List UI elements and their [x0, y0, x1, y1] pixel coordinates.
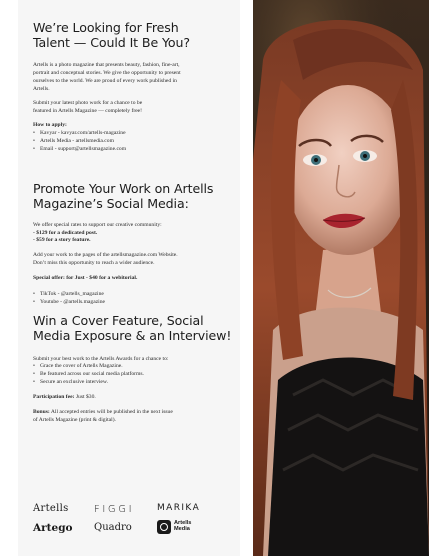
- heading-cover-feature: Win a Cover Feature, Social Media Exposure & an Interview!: [33, 312, 232, 343]
- list-item[interactable]: • Youtube - @artells.magazine: [33, 299, 241, 307]
- list-item: • Be featured across our social media platforms.: [33, 371, 241, 379]
- logo-figgi: FIGGI: [94, 504, 135, 515]
- submit-paragraph: Submit your latest photo work for a chance to be featured in Artells Magazine — completely free!: [33, 99, 143, 114]
- list-item: - $59 for a story feature.: [33, 237, 91, 244]
- list-item[interactable]: • TikTok - @artells_magazine: [33, 291, 241, 299]
- pages-paragraph: Add your work to the pages of the artellsmagazine.com Website. Don’t miss this opportunity to reach a wider audience.: [33, 252, 178, 267]
- list-item: - $129 for a dedicated post.: [33, 229, 98, 236]
- logo-artego: Artego: [33, 522, 73, 534]
- rates-intro: We offer special rates to support our creative community:: [33, 221, 162, 228]
- heading-promote: Promote Your Work on Artells Magazine’s Social Media:: [33, 180, 214, 211]
- content-column: [33, 20, 241, 425]
- intro-paragraph: Artells is a photo magazine that presents beauty, fashion, fine-art, portrait and conceptual stories. We give the opportunity to present ourselves to the world. We are proud of every work published in Artells.: [33, 62, 181, 92]
- apply-list: [33, 130, 241, 153]
- section-promote: [33, 181, 241, 307]
- artells-media-label: Artells Media: [174, 520, 192, 533]
- list-item[interactable]: • Email - support@artellsmagazine.com: [33, 146, 241, 154]
- logo-artells-media: [157, 519, 217, 537]
- awards-intro: Submit your best work to the Artells Awards for a chance to:: [33, 355, 169, 362]
- list-item: • Grace the cover of Artells Magazine.: [33, 363, 241, 371]
- bonus-paragraph: Bonus: All accepted entries will be published in the next issue of Artells Magazine (print & digital).: [33, 408, 173, 423]
- section-fresh-talent: [33, 20, 241, 154]
- artells-media-badge-icon: [157, 520, 171, 534]
- logo-marika: MARIKA: [157, 503, 201, 513]
- awards-list: [33, 363, 241, 386]
- list-item[interactable]: • Artells Media - artellsmedia.com: [33, 138, 241, 146]
- list-item[interactable]: • Kavyar - kavyar.com/artells-magazine: [33, 130, 241, 138]
- logo-quadro: Quadro: [94, 522, 132, 533]
- portrait-illustration: [253, 0, 429, 556]
- participation-fee: Participation fee: Just $30.: [33, 393, 96, 400]
- logo-artells: Artells: [33, 503, 69, 514]
- list-item: • Secure an exclusive interview.: [33, 379, 241, 387]
- portrait-photo: [253, 0, 429, 556]
- partner-logos: [33, 503, 233, 543]
- how-to-apply-label: How to apply:: [33, 122, 67, 129]
- rates-list: [33, 230, 241, 246]
- special-offer: Special offer: for Just - $40 for a webitorial.: [33, 275, 138, 282]
- heading-fresh-talent: We’re Looking for Fresh Talent — Could It Be You?: [33, 20, 191, 50]
- section-cover-feature: [33, 313, 241, 425]
- social-list: [33, 291, 241, 307]
